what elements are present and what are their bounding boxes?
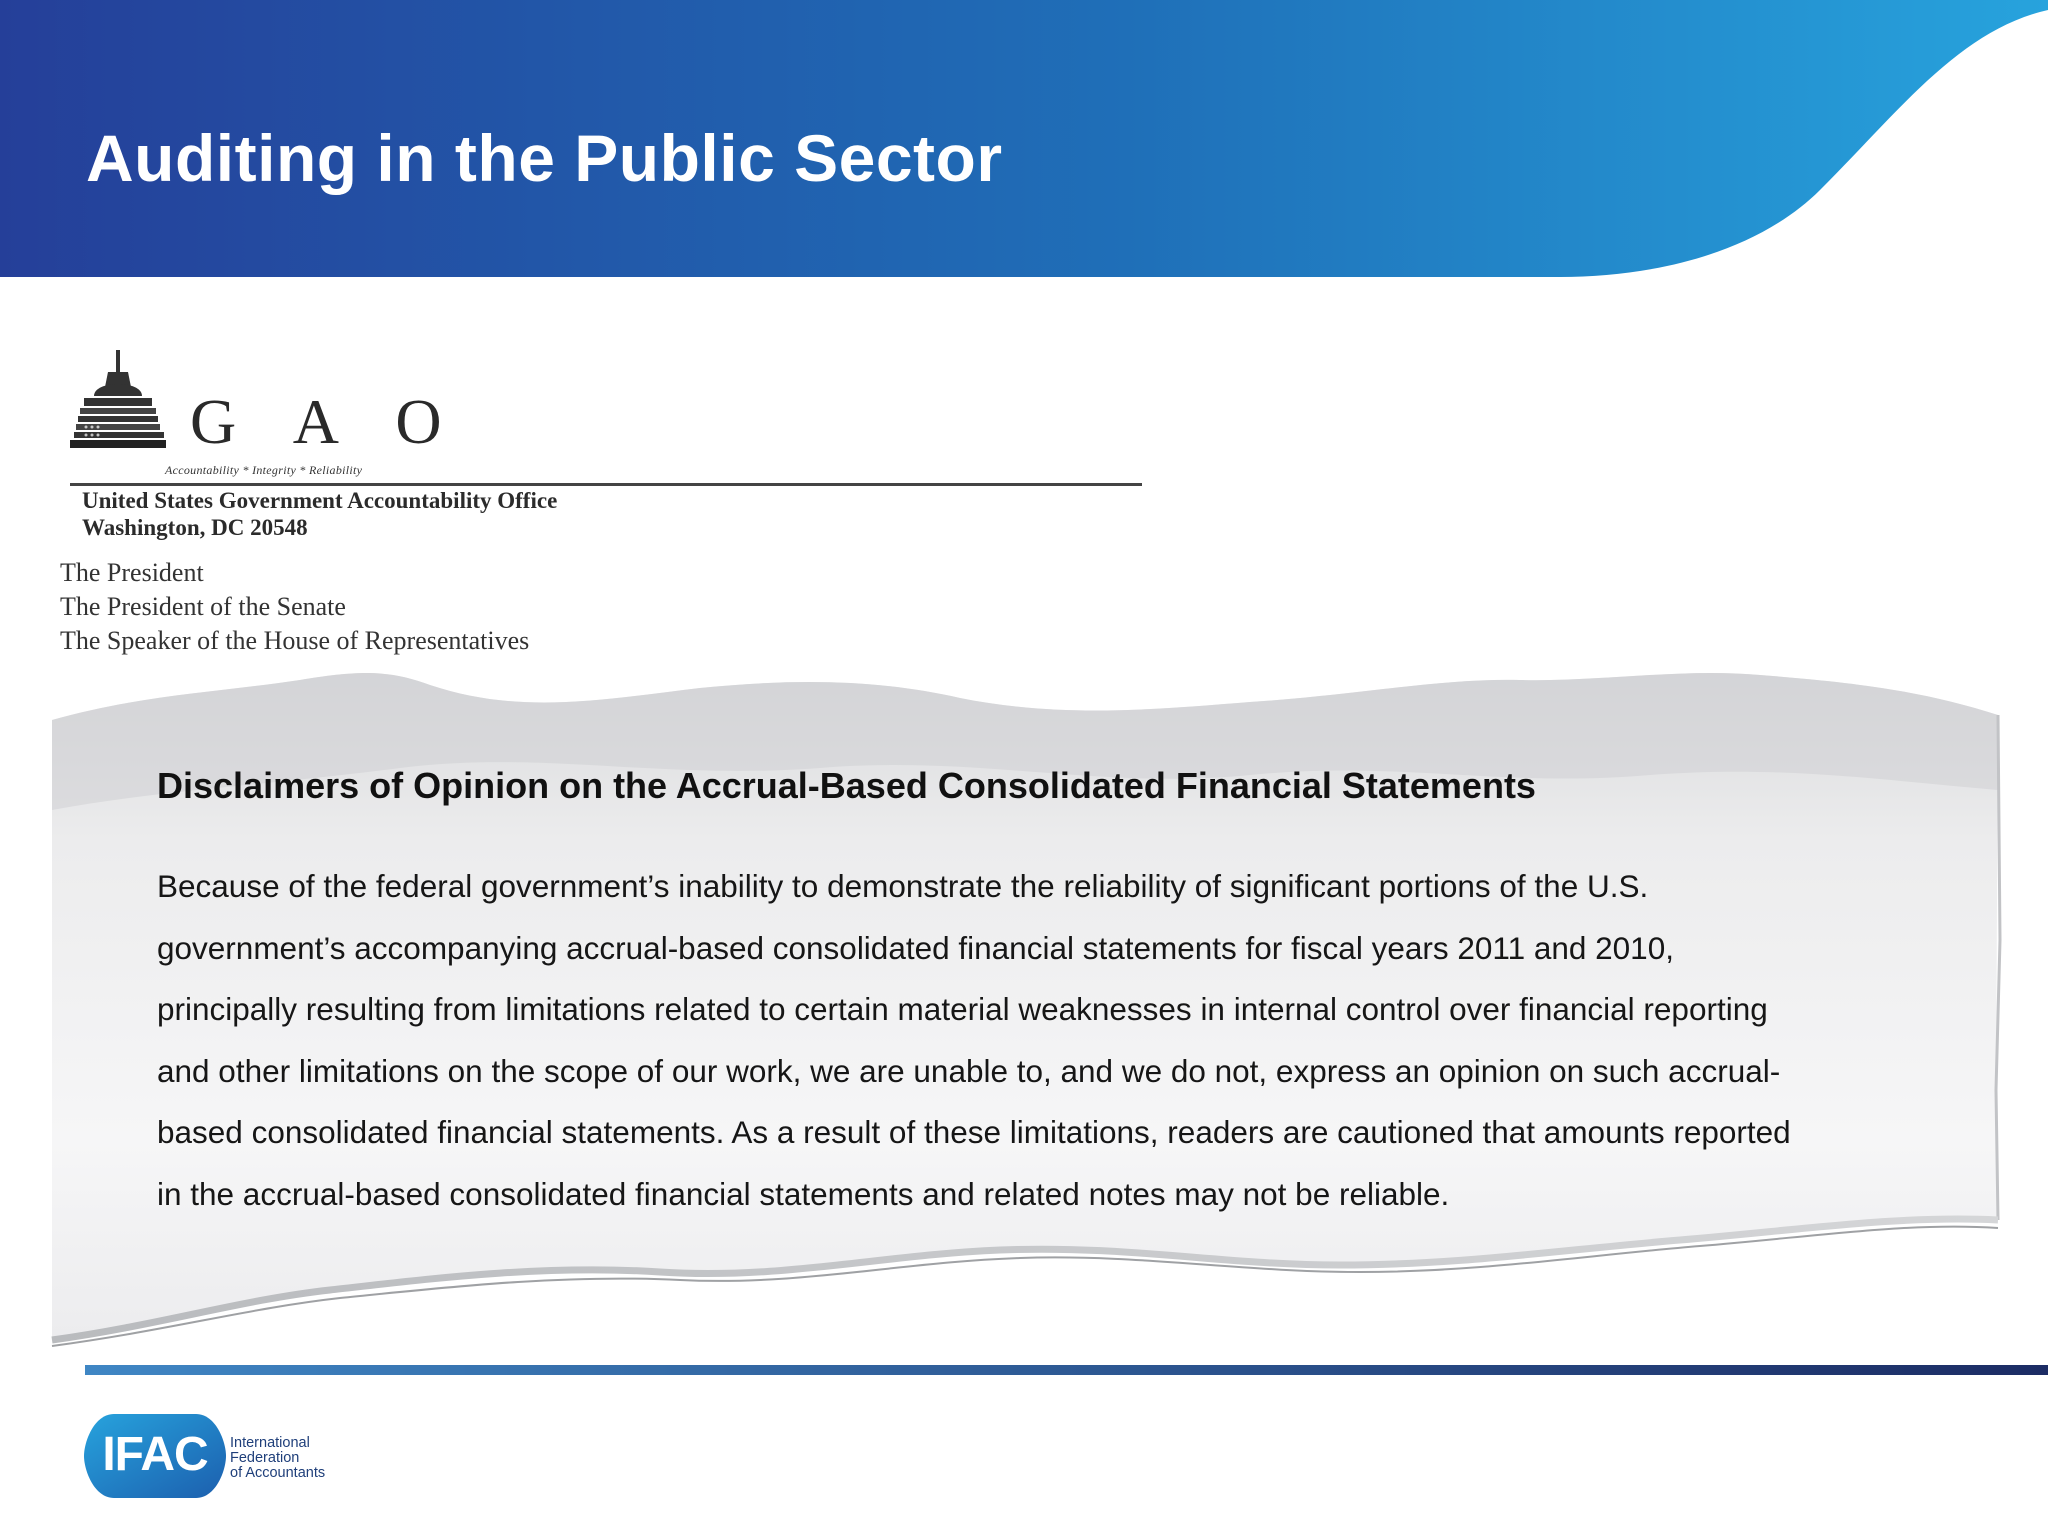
ifac-org-name-line: of Accountants: [230, 1465, 326, 1481]
gao-office-city: Washington, DC 20548: [82, 515, 308, 540]
slide-title: Auditing in the Public Sector: [86, 121, 1003, 195]
addressee-list: [60, 556, 529, 658]
disclaimer-line: in the accrual-based consolidated financial statements and related notes may not be reliable.: [157, 1175, 1450, 1212]
ifac-org-name-line: International: [230, 1435, 310, 1451]
gao-office-address: [82, 487, 557, 541]
disclaimer-heading: Disclaimers of Opinion on the Accrual-Based Consolidated Financial Statements: [157, 765, 1536, 806]
gao-logo-letters: G A O: [190, 386, 464, 457]
addressee: The President of the Senate: [60, 592, 346, 621]
disclaimer-line: principally resulting from limitations related to certain material weaknesses in internal control over financial reporting: [157, 991, 1768, 1027]
gao-office-name: United States Government Accountability Office: [82, 488, 558, 513]
ifac-org-name-line: Federation: [230, 1450, 300, 1466]
disclaimer-body: [157, 856, 1947, 1225]
disclaimer-line: government’s accompanying accrual-based consolidated financial statements for fiscal years 2011 and 2010,: [157, 929, 1674, 966]
addressee: The President: [60, 558, 204, 587]
addressee: The Speaker of the House of Representatives: [60, 626, 530, 655]
disclaimer-line: and other limitations on the scope of our work, we are unable to, and we do not, express an opinion on such accrual-: [157, 1052, 1781, 1089]
footer-rule: [85, 1365, 2048, 1375]
gao-letterhead-rule: [70, 483, 1142, 486]
ifac-org-name: [230, 1436, 325, 1481]
disclaimer-line: based consolidated financial statements. As a result of these limitations, readers are cautioned that amounts reported: [157, 1114, 1791, 1150]
gao-tagline: Accountability * Integrity * Reliability: [165, 463, 363, 477]
disclaimer-line: Because of the federal government’s inability to demonstrate the reliability of significant portions of the U.S.: [157, 868, 1649, 904]
ifac-logo-letters: IFAC: [102, 1428, 208, 1481]
